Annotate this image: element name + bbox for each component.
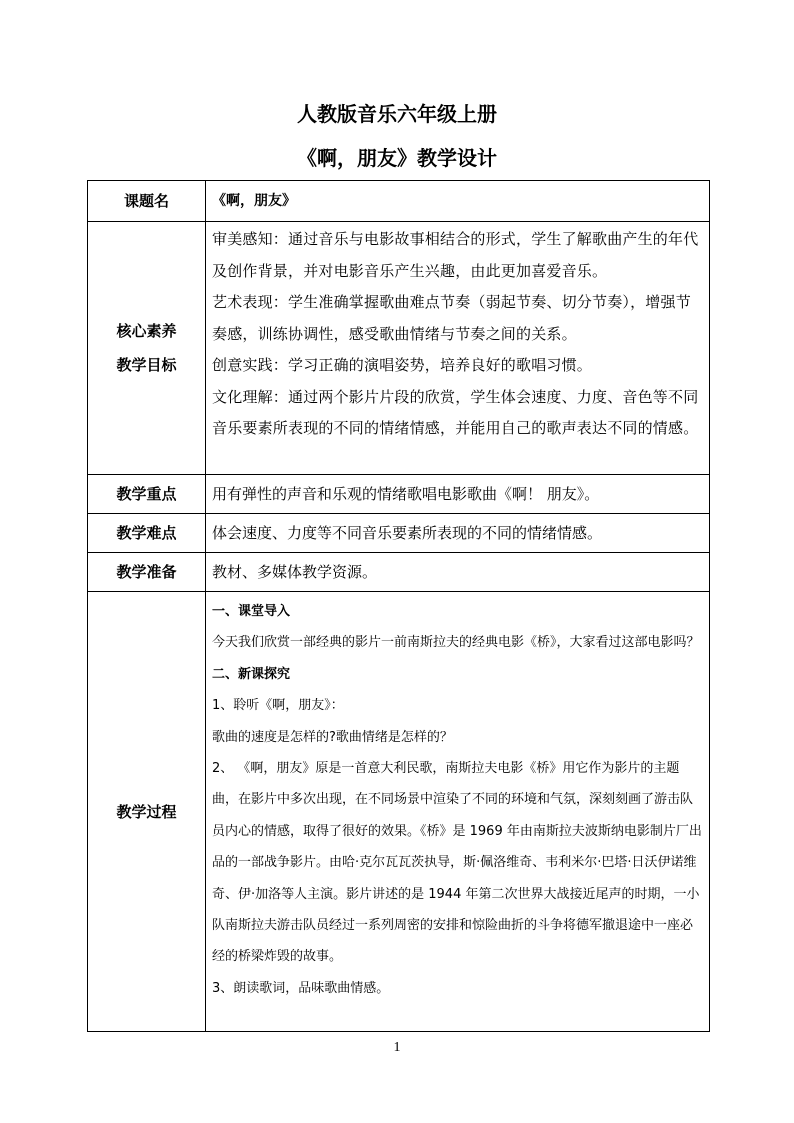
process-intro-text: 今天我们欣赏一部经典的影片一前南斯拉夫的经典电影《桥》，大家看过这部电影吗？ bbox=[212, 635, 700, 651]
table-row-goals bbox=[88, 222, 710, 475]
key-point-value-cell bbox=[206, 475, 710, 514]
subject-value: 《啊，朋友》 bbox=[212, 193, 296, 209]
process-label: 教学过程 bbox=[88, 592, 206, 1032]
goal-aesthetic: 审美感知：通过音乐与电影故事相结合的形式，学生了解歌曲产生的年代及创作背景，并对电影音乐产生兴趣，由此更加喜爱音乐。 bbox=[212, 230, 699, 280]
table-row-difficulty bbox=[88, 514, 710, 553]
difficulty-value-cell bbox=[206, 514, 710, 553]
preparation-value-cell bbox=[206, 553, 710, 592]
process-step-1-question: 歌曲的速度是怎样的?歌曲情绪是怎样的？ bbox=[212, 729, 453, 745]
process-step-3: 3、朗读歌词，品味歌曲情感。 bbox=[212, 980, 390, 996]
document-title-line2: 《啊，朋友》教学设计 bbox=[297, 146, 497, 170]
preparation-label: 教学准备 bbox=[88, 553, 206, 592]
page-number: 1 bbox=[393, 1040, 401, 1055]
preparation-value: 教材、多媒体教学资源。 bbox=[212, 563, 378, 581]
subject-label: 课题名 bbox=[88, 181, 206, 222]
goal-creative: 创意实践：学习正确的演唱姿势，培养良好的歌唱习惯。 bbox=[212, 356, 593, 374]
process-step-2: 2、 《啊，朋友》原是一首意大利民歌，南斯拉夫电影《桥》用它作为影片的主题曲，在影片中多次出现，在不同场景中渲染了不同的环境和气氛，深刻刻画了游击队员内心的情感，取得了很好的效果。《桥》是 1969 年由南斯拉夫波斯纳电影制片厂出品的一部战争影片。由哈·克尔瓦瓦茨执导，斯·佩洛维奇、韦利米尔·巴塔·日沃伊诺维奇、伊·加洛等人主演。影片讲述的是 1944 年第二次世界大战接近尾声的时期，一小队南斯拉夫游击队员经过一系列周密的安排和惊险曲折的斗争将德军撤退途中一座必经的桥梁炸毁的故事。 bbox=[212, 761, 702, 965]
table-row-preparation bbox=[88, 553, 710, 592]
goals-label-line1: 核心素养 bbox=[116, 322, 177, 340]
document-title-line1: 人教版音乐六年级上册 bbox=[297, 102, 497, 126]
lesson-plan-table bbox=[87, 180, 710, 1032]
difficulty-label: 教学难点 bbox=[88, 514, 206, 553]
subject-value-cell bbox=[206, 181, 710, 222]
difficulty-value: 体会速度、力度等不同音乐要素所表现的不同的情绪情感。 bbox=[212, 524, 603, 542]
table-row-process bbox=[88, 592, 710, 1032]
table-row-subject bbox=[88, 181, 710, 222]
goal-cultural: 文化理解：通过两个影片片段的欣赏，学生体会速度、力度、音色等不同音乐要素所表现的不同的情绪情感，并能用自己的歌声表达不同的情感。 bbox=[212, 387, 699, 437]
process-step-1: 1、聆听《啊，朋友》： bbox=[212, 698, 344, 714]
goals-content bbox=[206, 222, 710, 475]
goals-label bbox=[88, 222, 206, 475]
table-row-key-point bbox=[88, 475, 710, 514]
key-point-value: 用有弹性的声音和乐观的情绪歌唱电影歌曲《啊！ 朋友》。 bbox=[212, 485, 600, 503]
process-heading-explore: 二、新课探究 bbox=[212, 666, 291, 682]
goals-label-line2: 教学目标 bbox=[116, 356, 177, 374]
process-content bbox=[206, 592, 710, 1032]
key-point-label: 教学重点 bbox=[88, 475, 206, 514]
process-heading-intro: 一、课堂导入 bbox=[212, 604, 291, 619]
goal-artistic: 艺术表现：学生准确掌握歌曲难点节奏（弱起节奏、切分节奏），增强节奏感，训练协调性，感受歌曲情绪与节奏之间的关系。 bbox=[212, 293, 691, 343]
